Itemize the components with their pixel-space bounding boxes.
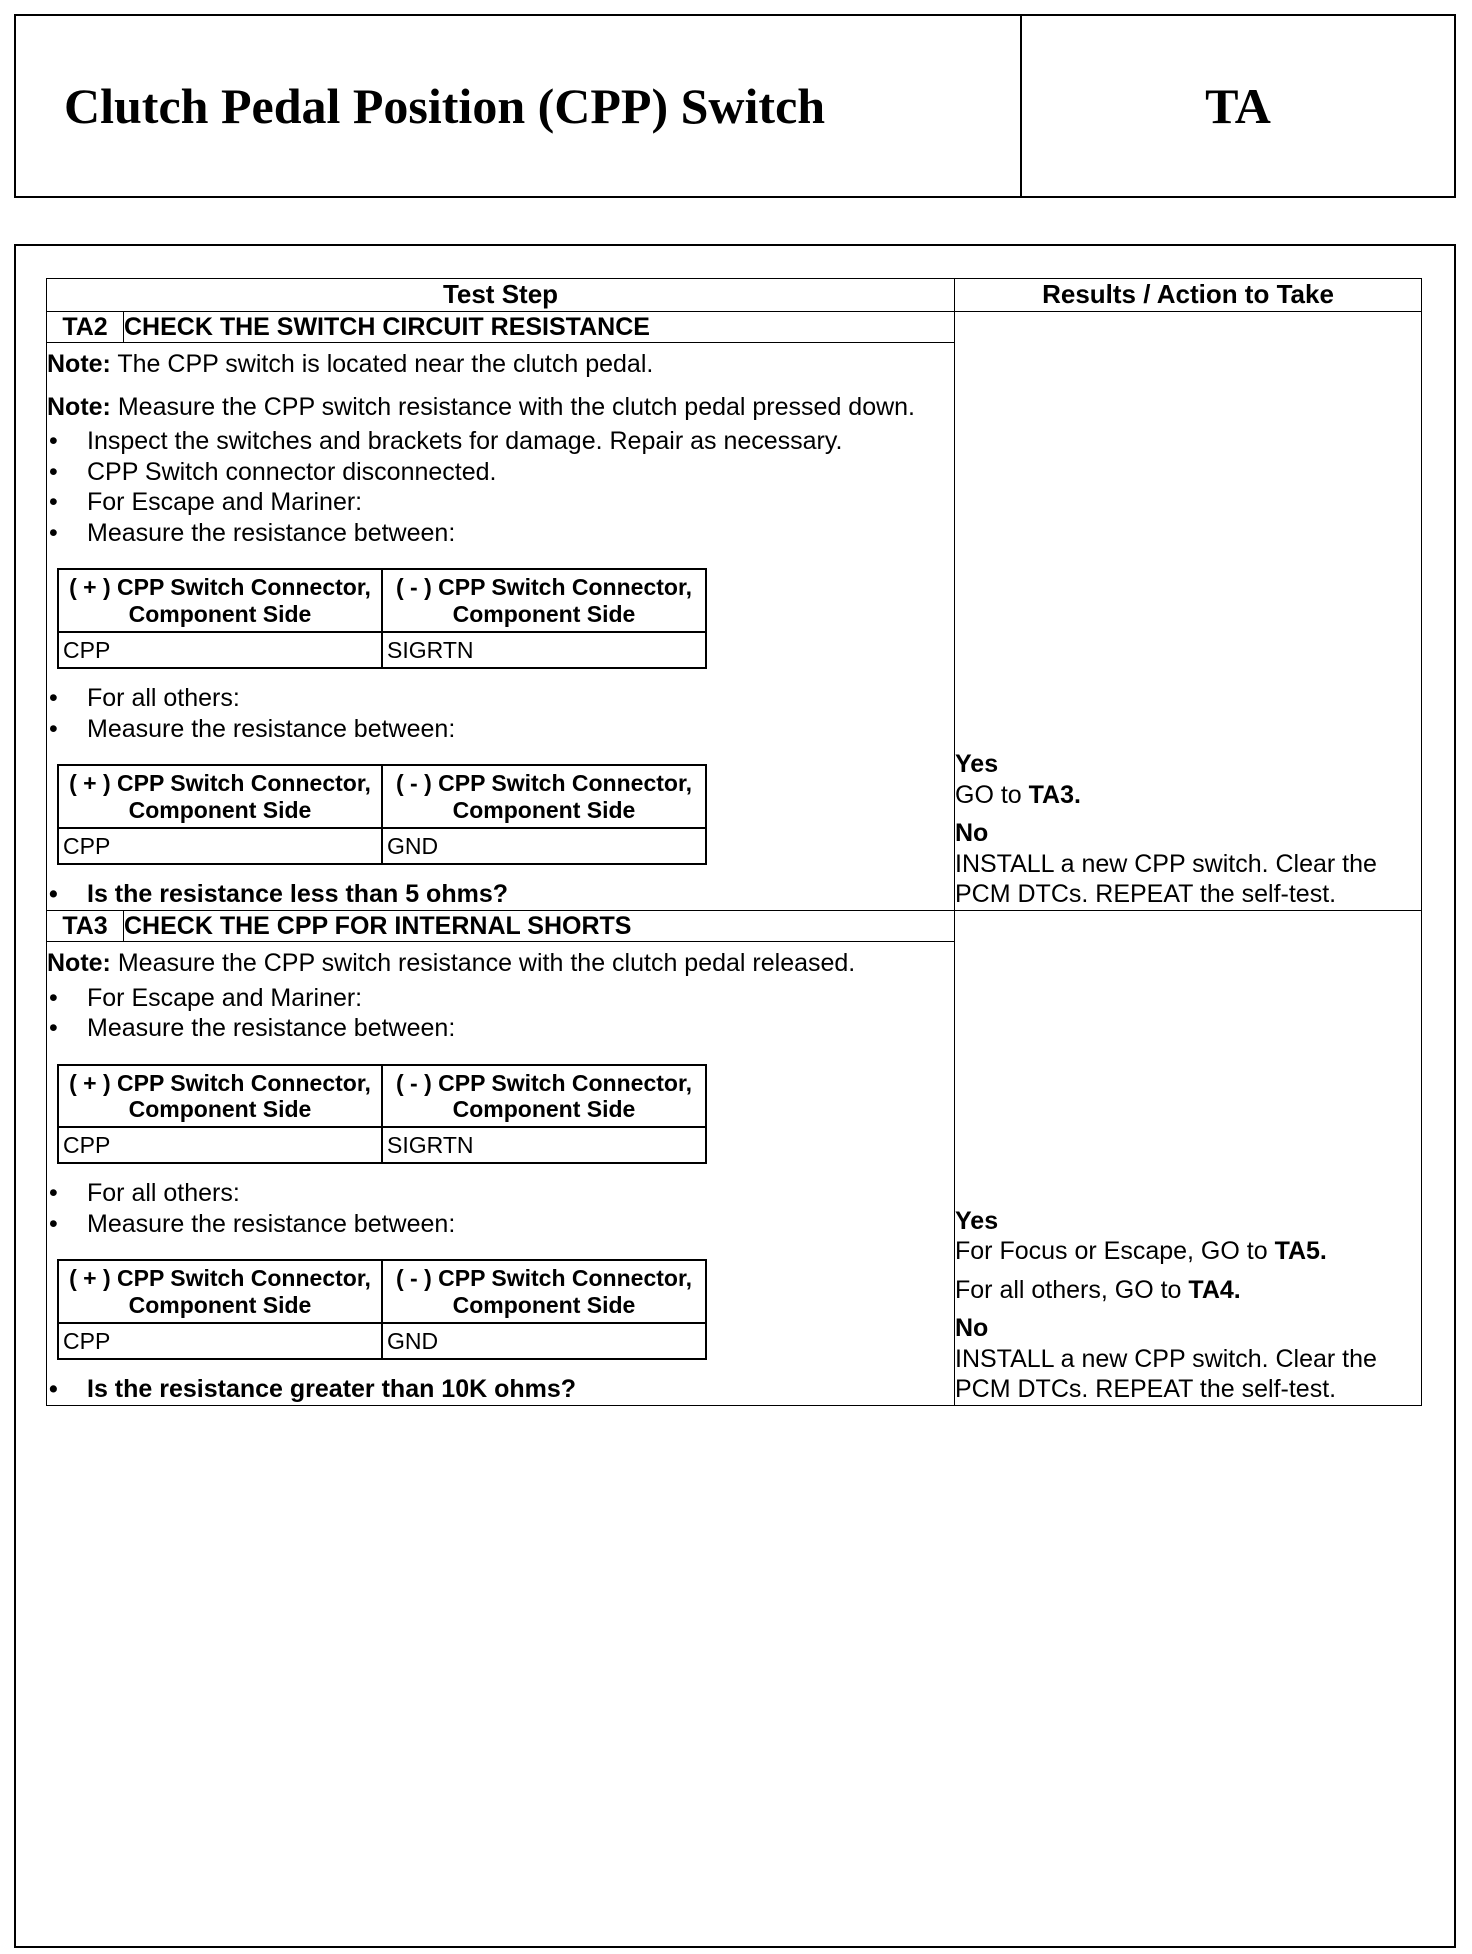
list-item: • For Escape and Mariner: xyxy=(47,983,954,1014)
measurement-cell: CPP xyxy=(58,828,382,864)
list-item: • For all others: xyxy=(47,1178,954,1209)
table-header-row xyxy=(47,279,1422,312)
step-question: • Is the resistance greater than 10K ohms? xyxy=(47,1374,954,1405)
step-id: TA3 xyxy=(47,910,124,942)
result-no-label: No xyxy=(955,1314,989,1343)
result-no-label: No xyxy=(955,819,989,848)
note-text: Measure the CPP switch resistance with the clutch pedal released. xyxy=(110,949,856,978)
measurement-cell: SIGRTN xyxy=(382,1127,706,1163)
page-title: Clutch Pedal Position (CPP) Switch xyxy=(64,78,826,134)
list-item: • Measure the resistance between: xyxy=(47,714,954,745)
measurement-cell: CPP xyxy=(58,1323,382,1359)
step-title: CHECK THE CPP FOR INTERNAL SHORTS xyxy=(124,910,955,942)
step-body xyxy=(47,942,955,1406)
result-yes-target: TA3. xyxy=(1028,780,1081,809)
step-id: TA2 xyxy=(47,311,124,343)
result-yes-prefix: GO to xyxy=(955,780,1029,809)
note-text: The CPP switch is located near the clutch pedal. xyxy=(110,350,654,379)
measurement-header-positive: ( + ) CPP Switch Connector, Component Side xyxy=(58,1260,382,1323)
measurement-table xyxy=(57,764,707,865)
measurement-table xyxy=(57,1064,707,1165)
measurement-header-negative: ( - ) CPP Switch Connector, Component Side xyxy=(382,765,706,828)
measurement-cell: SIGRTN xyxy=(382,632,706,668)
list-item: • Measure the resistance between: xyxy=(47,1013,954,1044)
test-step-table xyxy=(46,278,1422,1406)
col-header-test-step: Test Step xyxy=(47,279,955,312)
result-no-text: INSTALL a new CPP switch. Clear the PCM DTCs. REPEAT the self-test. xyxy=(955,1344,1377,1404)
list-item: • CPP Switch connector disconnected. xyxy=(47,457,954,488)
page-header xyxy=(14,14,1456,198)
result-yes-text xyxy=(955,1275,1421,1306)
result-yes-label: Yes xyxy=(955,1206,999,1235)
note-label: Note: xyxy=(47,392,111,421)
result-no-text: INSTALL a new CPP switch. Clear the PCM DTCs. REPEAT the self-test. xyxy=(955,849,1377,909)
measurement-table xyxy=(57,1259,707,1360)
measurement-cell: GND xyxy=(382,828,706,864)
note-label: Note: xyxy=(47,949,111,978)
result-yes-text xyxy=(955,780,1421,811)
measurement-cell: GND xyxy=(382,1323,706,1359)
col-header-results: Results / Action to Take xyxy=(955,279,1422,312)
measurement-header-negative: ( - ) CPP Switch Connector, Component Side xyxy=(382,569,706,632)
instruction-list xyxy=(47,1178,954,1239)
result-yes-text xyxy=(955,1236,1421,1267)
note xyxy=(47,948,954,979)
measurement-cell: CPP xyxy=(58,1127,382,1163)
measurement-table xyxy=(57,568,707,669)
list-item: • Inspect the switches and brackets for damage. Repair as necessary. xyxy=(47,426,954,457)
note xyxy=(47,392,954,423)
section-code: TA xyxy=(1020,16,1454,196)
result-yes-target: TA4. xyxy=(1188,1275,1241,1304)
measurement-header-positive: ( + ) CPP Switch Connector, Component Side xyxy=(58,765,382,828)
step-title-row xyxy=(47,311,1422,343)
result-yes-target: TA5. xyxy=(1274,1237,1327,1266)
measurement-header-negative: ( - ) CPP Switch Connector, Component Side xyxy=(382,1065,706,1128)
instruction-list xyxy=(47,426,954,548)
instruction-list xyxy=(47,983,954,1044)
list-item: • Measure the resistance between: xyxy=(47,518,954,549)
step-result xyxy=(955,311,1422,910)
measurement-header-positive: ( + ) CPP Switch Connector, Component Side xyxy=(58,569,382,632)
measurement-cell: CPP xyxy=(58,632,382,668)
instruction-list xyxy=(47,683,954,744)
step-title-row xyxy=(47,910,1422,942)
instruction-list xyxy=(47,879,954,910)
note-text: Measure the CPP switch resistance with the clutch pedal pressed down. xyxy=(110,392,916,421)
step-question: • Is the resistance less than 5 ohms? xyxy=(47,879,954,910)
result-yes-prefix: For Focus or Escape, GO to xyxy=(955,1237,1275,1266)
note-label: Note: xyxy=(47,350,111,379)
measurement-header-negative: ( - ) CPP Switch Connector, Component Side xyxy=(382,1260,706,1323)
result-yes-label: Yes xyxy=(955,750,999,779)
list-item: • Measure the resistance between: xyxy=(47,1209,954,1240)
note xyxy=(47,349,954,380)
instruction-list xyxy=(47,1374,954,1405)
step-result xyxy=(955,910,1422,1405)
step-title: CHECK THE SWITCH CIRCUIT RESISTANCE xyxy=(124,311,955,343)
result-yes-prefix: For all others, GO to xyxy=(955,1275,1189,1304)
list-item: • For all others: xyxy=(47,683,954,714)
list-item: • For Escape and Mariner: xyxy=(47,487,954,518)
measurement-header-positive: ( + ) CPP Switch Connector, Component Side xyxy=(58,1065,382,1128)
step-body xyxy=(47,343,955,910)
